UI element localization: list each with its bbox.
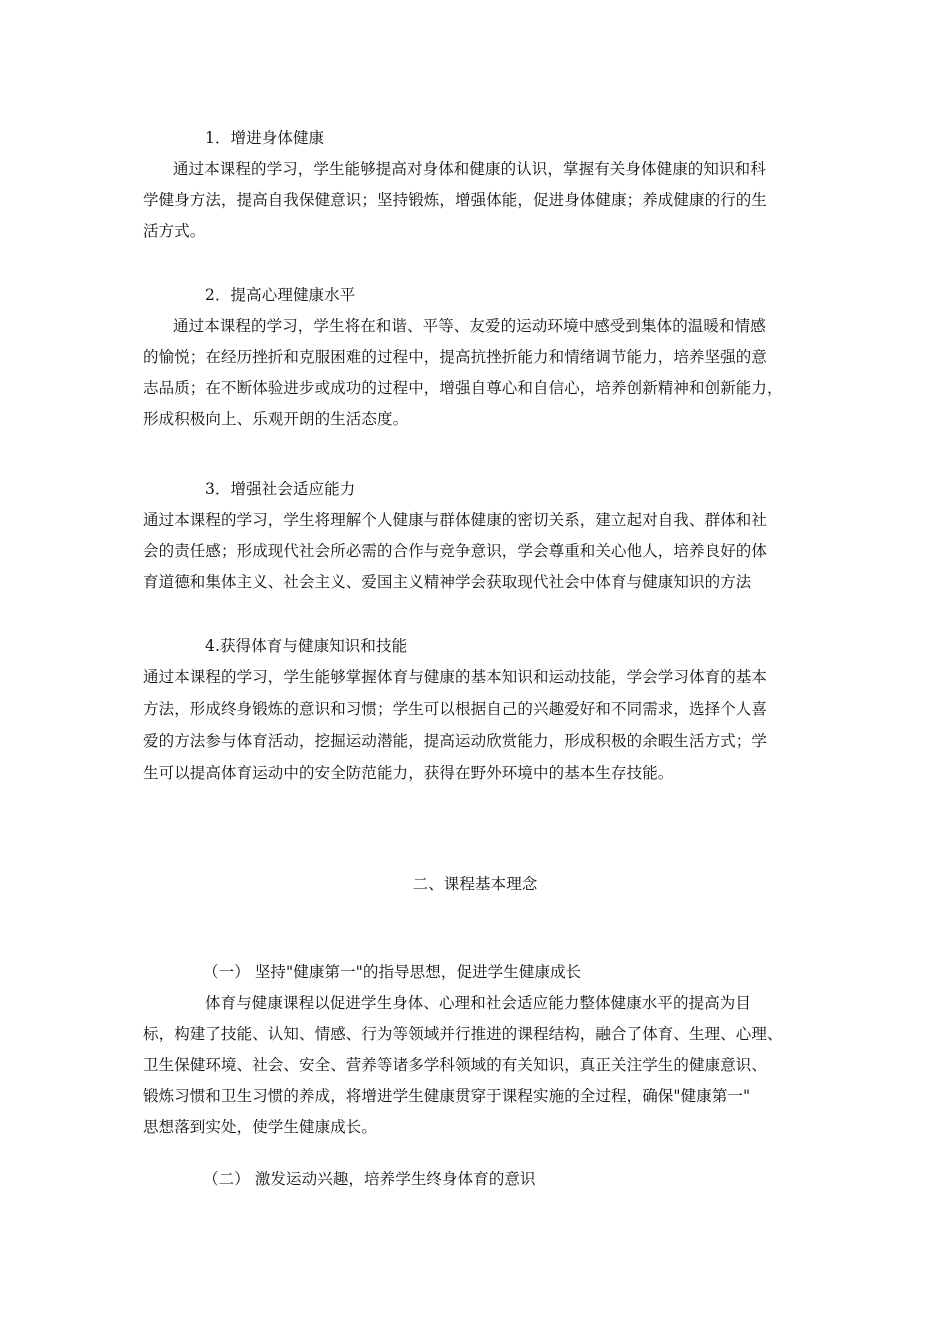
section-4-heading: 4.获得体育与健康知识和技能 [205,637,408,655]
concept-1-line-4: 锻炼习惯和卫生习惯的养成，将增进学生健康贯穿于课程实施的全过程，确保"健康第一" [143,1087,751,1105]
section-2-line-4: 形成积极向上、乐观开朗的生活态度。 [143,410,409,428]
section-1-line-2: 学健身方法，提高自我保健意识；坚持锻炼，增强体能，促进身体健康；养成健康的行的生 [143,191,768,209]
section-1-line-3: 活方式。 [143,222,206,240]
concept-2-heading: （二） 激发运动兴趣，培养学生终身体育的意识 [203,1170,536,1188]
concept-1-heading: （一） 坚持"健康第一"的指导思想，促进学生健康成长 [203,963,582,981]
concept-1-line-3: 卫生保健环境、社会、安全、营养等诸多学科领域的有关知识，真正关注学生的健康意识、 [143,1056,768,1074]
section-2-line-3: 志品质；在不断体验进步或成功的过程中，增强自尊心和自信心，培养创新精神和创新能力， [143,379,783,397]
chapter-title: 二、课程基本理念 [412,875,538,893]
section-3-line-2: 会的责任感；形成现代社会所必需的合作与竞争意识，学会尊重和关心他人，培养良好的体 [143,542,768,560]
section-4-line-4: 生可以提高体育运动中的安全防范能力，获得在野外环境中的基本生存技能。 [143,764,674,782]
section-1-line-1: 通过本课程的学习，学生能够提高对身体和健康的认识，掌握有关身体健康的知识和科 [173,160,766,178]
concept-1-line-1: 体育与健康课程以促进学生身体、心理和社会适应能力整体健康水平的提高为目 [205,994,752,1012]
section-1-heading: 1．增进身体健康 [205,129,325,147]
section-4-line-3: 爱的方法参与体育活动，挖掘运动潜能，提高运动欣赏能力，形成积极的余暇生活方式；学 [143,732,768,750]
concept-1-line-2: 标，构建了技能、认知、情感、行为等领域并行推进的课程结构，融合了体育、生理、心理、 [143,1025,783,1043]
section-2-line-1: 通过本课程的学习，学生将在和谐、平等、友爱的运动环境中感受到集体的温暖和情感 [173,317,766,335]
section-3-heading: 3．增强社会适应能力 [205,480,356,498]
section-4-line-1: 通过本课程的学习，学生能够掌握体育与健康的基本知识和运动技能，学会学习体育的基本 [143,668,768,686]
section-3-line-3: 育道德和集体主义、社会主义、爱国主义精神学会获取现代社会中体育与健康知识的方法 [143,573,752,591]
section-2-heading: 2．提高心理健康水平 [205,286,356,304]
concept-1-line-5: 思想落到实处，使学生健康成长。 [143,1118,378,1136]
section-3-line-1: 通过本课程的学习，学生将理解个人健康与群体健康的密切关系，建立起对自我、群体和社 [143,511,768,529]
section-4-line-2: 方法，形成终身锻炼的意识和习惯；学生可以根据自己的兴趣爱好和不同需求，选择个人喜 [143,700,768,718]
section-2-line-2: 的愉悦；在经历挫折和克服困难的过程中，提高抗挫折能力和情绪调节能力，培养坚强的意 [143,348,768,366]
